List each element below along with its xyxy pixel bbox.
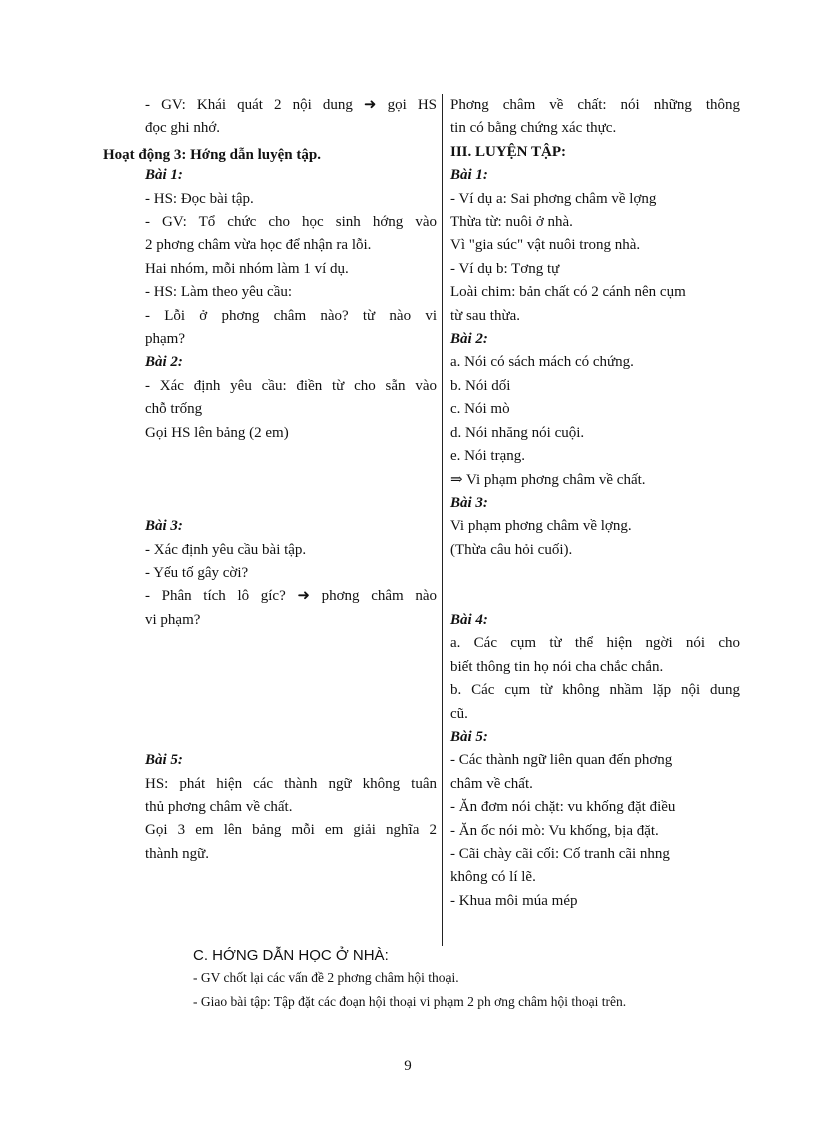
left-bai1-line: - HS: Đọc bài tập. — [145, 190, 254, 207]
right-bai2-title: Bài 2: — [450, 331, 488, 348]
right-bai4-title: Bài 4: — [450, 611, 488, 628]
right-bai1-line: từ sau thừa. — [450, 307, 520, 324]
right-bai5-line: - Cãi chày cãi cối: Cố tranh cãi nhng — [450, 845, 670, 862]
left-bai3-title: Bài 3: — [145, 518, 183, 535]
right-bai3-line: Vi phạm phơng châm về lợng. — [450, 518, 632, 535]
left-bai2-line: - Xác định yêu cầu: điền từ cho sẵn vào — [145, 377, 437, 394]
left-bai3-line: vi phạm? — [145, 611, 201, 628]
right-bai2-line: ⇒ Vi phạm phơng châm về chất. — [450, 471, 646, 488]
left-bai1-line: Hai nhóm, mỗi nhóm làm 1 ví dụ. — [145, 260, 349, 277]
right-bai2-line: b. Nói dối — [450, 377, 511, 394]
homework-heading: C. HỚNG DẪN HỌC Ở NHÀ: — [193, 947, 389, 964]
right-bai4-line: a. Các cụm từ thể hiện ngời nói cho — [450, 635, 740, 652]
left-bai2-line: chỗ trống — [145, 401, 203, 418]
right-bai3-title: Bài 3: — [450, 494, 488, 511]
homework-section — [193, 946, 753, 1014]
right-bai3-line: (Thừa câu hỏi cuối). — [450, 541, 573, 558]
right-bai4-line: biết thông tin họ nói cha chắc chắn. — [450, 658, 664, 675]
left-bai1-line: phạm? — [145, 331, 185, 348]
right-bai2-line: c. Nói mò — [450, 401, 510, 418]
left-bai1-title: Bài 1: — [145, 167, 183, 184]
left-bai2-line: Gọi HS lên bảng (2 em) — [145, 424, 289, 441]
right-bai1-line: Vì "gia súc" vật nuôi trong nhà. — [450, 237, 641, 254]
right-bai5-title: Bài 5: — [450, 728, 488, 745]
column-divider — [442, 94, 443, 946]
left-bai2-title: Bài 2: — [145, 354, 183, 371]
left-bai5-line: Gọi 3 em lên bảng mỗi em giải nghĩa 2 — [145, 822, 437, 839]
right-bai1-line: Thừa từ: nuôi ở nhà. — [450, 214, 573, 231]
right-bai2-line: e. Nói trạng. — [450, 448, 525, 465]
left-bai1-line: 2 phơng châm vừa học để nhận ra lỗi. — [145, 237, 372, 254]
right-bai2-line: a. Nói có sách mách có chứng. — [450, 354, 634, 371]
left-bai1-line: - HS: Làm theo yêu cầu: — [145, 284, 293, 301]
right-bai5-line: - Khua môi múa mép — [450, 892, 578, 909]
homework-line: - Giao bài tập: Tập đặt các đoạn hội thoại vi phạm 2 ph ơng châm hội thoại trên. — [193, 994, 627, 1009]
activity-heading: Hoạt động 3: Hớng dẫn luyện tập. — [103, 147, 321, 163]
right-bai2-line: d. Nói nhăng nói cuội. — [450, 424, 585, 441]
right-bai5-line: không có lí lẽ. — [450, 869, 536, 886]
left-bai1-line: - GV: Tổ chức cho học sinh hớng vào — [145, 214, 437, 231]
left-bai5-title: Bài 5: — [145, 752, 183, 769]
left-bai3-line: - Phân tích lô gíc? ➜ phơng châm nào — [145, 588, 437, 605]
homework-line: - GV chốt lại các vấn đề 2 phơng châm hội thoại. — [193, 970, 459, 985]
left-bai5-line: thủ phơng châm về chất. — [145, 799, 293, 816]
left-bai5-line: HS: phát hiện các thành ngữ không tuân — [145, 775, 437, 792]
left-bai5-line: thành ngữ. — [145, 845, 209, 862]
left-intro-line: đọc ghi nhớ. — [145, 120, 221, 137]
right-bai1-line: - Ví dụ b: Tơng tự — [450, 260, 560, 277]
right-bai5-line: - Các thành ngữ liên quan đến phơng — [450, 752, 673, 769]
right-intro-line: tin có bằng chứng xác thực. — [450, 120, 617, 137]
right-column — [450, 94, 740, 913]
right-bai5-line: châm về chất. — [450, 775, 533, 792]
left-bai3-line: - Yếu tố gây cời? — [145, 565, 249, 582]
section-heading: III. LUYỆN TẬP: — [450, 143, 566, 160]
left-bai3-line: - Xác định yêu cầu bài tập. — [145, 541, 307, 558]
left-bai1-line: - Lỗi ở phơng châm nào? từ nào vi — [145, 307, 437, 324]
right-intro-line: Phơng châm về chất: nói những thông — [450, 97, 740, 113]
left-column — [145, 94, 437, 866]
right-bai5-line: - Ăn đơm nói chặt: vu khống đặt điều — [450, 799, 676, 816]
right-bai4-line: cũ. — [450, 705, 468, 722]
right-bai4-line: b. Các cụm từ không nhầm lặp nội dung — [450, 682, 740, 699]
right-bai1-line: - Ví dụ a: Sai phơng châm về lợng — [450, 190, 657, 207]
right-bai1-line: Loài chim: bản chất có 2 cánh nên cụm — [450, 284, 686, 301]
page-number: 9 — [404, 1058, 412, 1074]
right-bai1-title: Bài 1: — [450, 167, 488, 184]
right-bai5-line: - Ăn ốc nói mò: Vu khống, bịa đặt. — [450, 822, 659, 839]
left-intro-line: - GV: Khái quát 2 nội dung ➜ gọi HS — [145, 97, 437, 113]
